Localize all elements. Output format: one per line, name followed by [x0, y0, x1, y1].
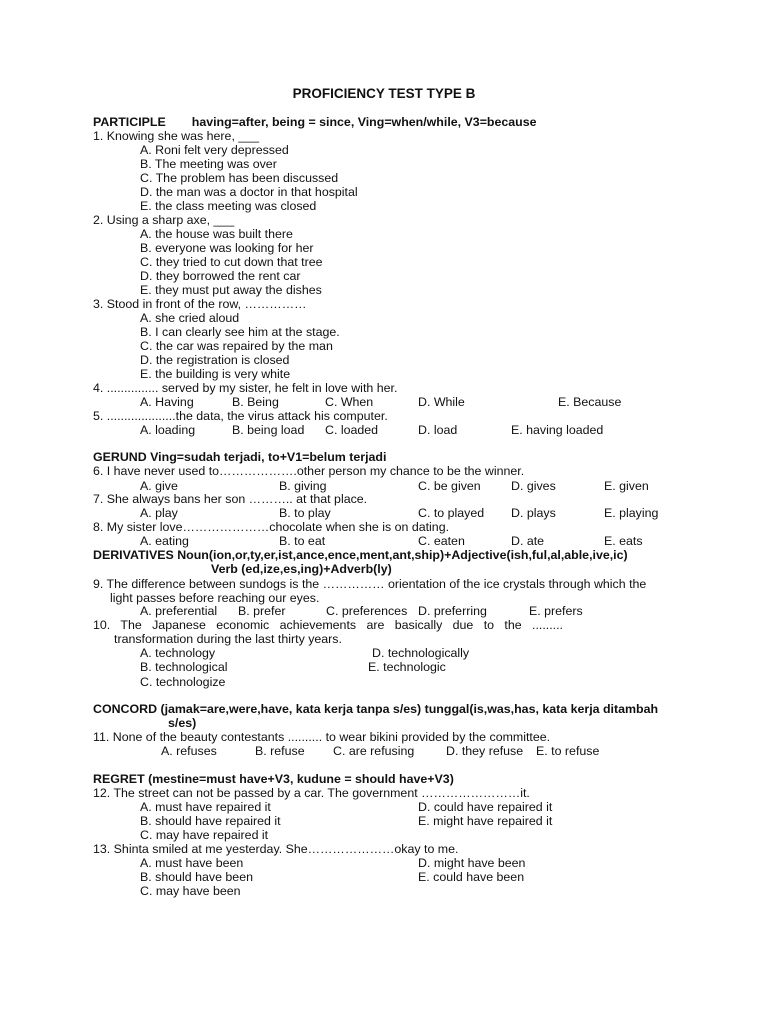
q10-option-e: E. technologic — [368, 660, 446, 674]
q3-option-b: B. I can clearly see him at the stage. — [140, 325, 340, 339]
section-heading-derivatives-2: Verb (ed,ize,es,ing)+Adverb(ly) — [211, 562, 392, 576]
q12-option-d: D. could have repaired it — [418, 800, 553, 814]
q8-option-c: C. eaten — [418, 534, 465, 548]
section-heading-concord-2: s/es) — [168, 716, 197, 730]
q7-option-c: C. to played — [418, 506, 485, 520]
q6-option-e: E. given — [604, 479, 649, 493]
section-heading-participle — [93, 115, 537, 129]
q3-option-c: C. the car was repaired by the man — [140, 339, 333, 353]
q3-option-e: E. the building is very white — [140, 367, 291, 381]
q6-option-c: C. be given — [418, 479, 481, 493]
q1-option-e: E. the class meeting was closed — [140, 199, 317, 213]
q13-option-e: E. could have been — [418, 870, 525, 884]
q6-option-a: A. give — [140, 479, 178, 493]
q13-option-c: C. may have been — [140, 884, 241, 898]
q8-option-b: B. to eat — [279, 534, 326, 548]
q12-option-c: C. may have repaired it — [140, 828, 269, 842]
q4-option-a: A. Having — [140, 395, 194, 409]
question-4: 4. ............... served by my sister, he felt in love with her. — [93, 381, 398, 395]
q2-option-e: E. they must put away the dishes — [140, 283, 322, 297]
q7-option-b: B. to play — [279, 506, 331, 520]
q8-option-a: A. eating — [140, 534, 189, 548]
q11-option-b: B. refuse — [255, 744, 305, 758]
q10-option-c: C. technologize — [140, 675, 226, 689]
section-heading-gerund: GERUND Ving=sudah terjadi, to+V1=belum terjadi — [93, 450, 387, 464]
q13-option-a: A. must have been — [140, 856, 244, 870]
q2-option-c: C. they tried to cut down that tree — [140, 255, 323, 269]
q4-option-e: E. Because — [558, 395, 622, 409]
q11-option-a: A. refuses — [161, 744, 217, 758]
q10-option-d: D. technologically — [372, 646, 470, 660]
q6-option-d: D. gives — [511, 479, 556, 493]
q7-option-d: D. plays — [511, 506, 556, 520]
question-1: 1. Knowing she was here, ___ — [93, 129, 260, 143]
question-7: 7. She always bans her son ……….. at that place. — [93, 492, 368, 506]
q5-option-c: C. loaded — [325, 423, 379, 437]
q1-option-d: D. the man was a doctor in that hospital — [140, 185, 358, 199]
q10-option-b: B. technological — [140, 660, 228, 674]
q4-option-c: C. When — [325, 395, 374, 409]
section-heading-concord: CONCORD (jamak=are,were,have, kata kerja tanpa s/es) tunggal(is,was,has, kata kerja ditambah — [93, 702, 659, 716]
q13-option-d: D. might have been — [418, 856, 526, 870]
q5-option-b: B. being load — [232, 423, 305, 437]
section-heading-regret: REGRET (mestine=must have+V3, kudune = should have+V3) — [93, 772, 454, 786]
question-3: 3. Stood in front of the row, …………… — [93, 297, 307, 311]
q8-option-e: E. eats — [604, 534, 643, 548]
q11-option-d: D. they refuse — [446, 744, 524, 758]
q3-option-a: A. she cried aloud — [140, 311, 240, 325]
q7-option-a: A. play — [140, 506, 178, 520]
q9-option-d: D. preferring — [418, 604, 487, 618]
q1-option-b: B. The meeting was over — [140, 157, 277, 171]
q9-option-c: C. preferences — [326, 604, 408, 618]
q3-option-d: D. the registration is closed — [140, 353, 290, 367]
question-10: 10. The Japanese economic achievements are basically due to the ......... — [93, 618, 563, 632]
question-11: 11. None of the beauty contestants .......... to wear bikini provided by the committee. — [93, 730, 551, 744]
q7-option-e: E. playing — [604, 506, 659, 520]
question-12: 12. The street can not be passed by a car. The government ……………………it. — [93, 786, 530, 800]
q2-option-a: A. the house was built there — [140, 227, 293, 241]
q2-option-b: B. everyone was looking for her — [140, 241, 314, 255]
question-8: 8. My sister love…………………chocolate when she is on dating. — [93, 520, 450, 534]
question-13: 13. Shinta smiled at me yesterday. She…………………okay to me. — [93, 842, 459, 856]
question-10-cont: transformation during the last thirty years. — [114, 632, 342, 646]
q12-option-e: E. might have repaired it — [418, 814, 553, 828]
q5-option-d: D. load — [418, 423, 458, 437]
question-2: 2. Using a sharp axe, ___ — [93, 213, 235, 227]
participle-rule: having=after, being = since, Ving=when/while, V3=because — [191, 115, 537, 129]
section-heading-derivatives: DERIVATIVES Noun(ion,or,ty,er,ist,ance,ence,ment,ant,ship)+Adjective(ish,ful,al,able,ive,ic) — [93, 548, 628, 562]
q8-option-d: D. ate — [511, 534, 545, 548]
q9-option-b: B. prefer — [238, 604, 286, 618]
q1-option-a: A. Roni felt very depressed — [140, 143, 289, 157]
q4-option-d: D. While — [418, 395, 465, 409]
q6-option-b: B. giving — [279, 479, 327, 493]
q12-option-a: A. must have repaired it — [140, 800, 271, 814]
question-9-cont: light passes before reaching our eyes. — [110, 591, 320, 605]
q13-option-b: B. should have been — [140, 870, 253, 884]
q9-option-e: E. prefers — [529, 604, 583, 618]
q11-option-c: C. are refusing — [333, 744, 415, 758]
q5-option-e: E. having loaded — [511, 423, 604, 437]
question-5: 5. ....................the data, the virus attack his computer. — [93, 409, 388, 423]
page-title: PROFICIENCY TEST TYPE B — [292, 86, 476, 101]
q11-option-e: E. to refuse — [536, 744, 600, 758]
q9-option-a: A. preferential — [140, 604, 218, 618]
q2-option-d: D. they borrowed the rent car — [140, 269, 301, 283]
question-9: 9. The difference between sundogs is the …………… orientation of the ice crystals through which the — [93, 577, 647, 591]
question-6: 6. I have never used to……………….other person my chance to be the winner. — [93, 464, 525, 478]
participle-label: PARTICIPLE — [93, 115, 166, 129]
q10-option-a: A. technology — [140, 646, 216, 660]
q5-option-a: A. loading — [140, 423, 196, 437]
q1-option-c: C. The problem has been discussed — [140, 171, 339, 185]
q4-option-b: B. Being — [232, 395, 279, 409]
q12-option-b: B. should have repaired it — [140, 814, 281, 828]
